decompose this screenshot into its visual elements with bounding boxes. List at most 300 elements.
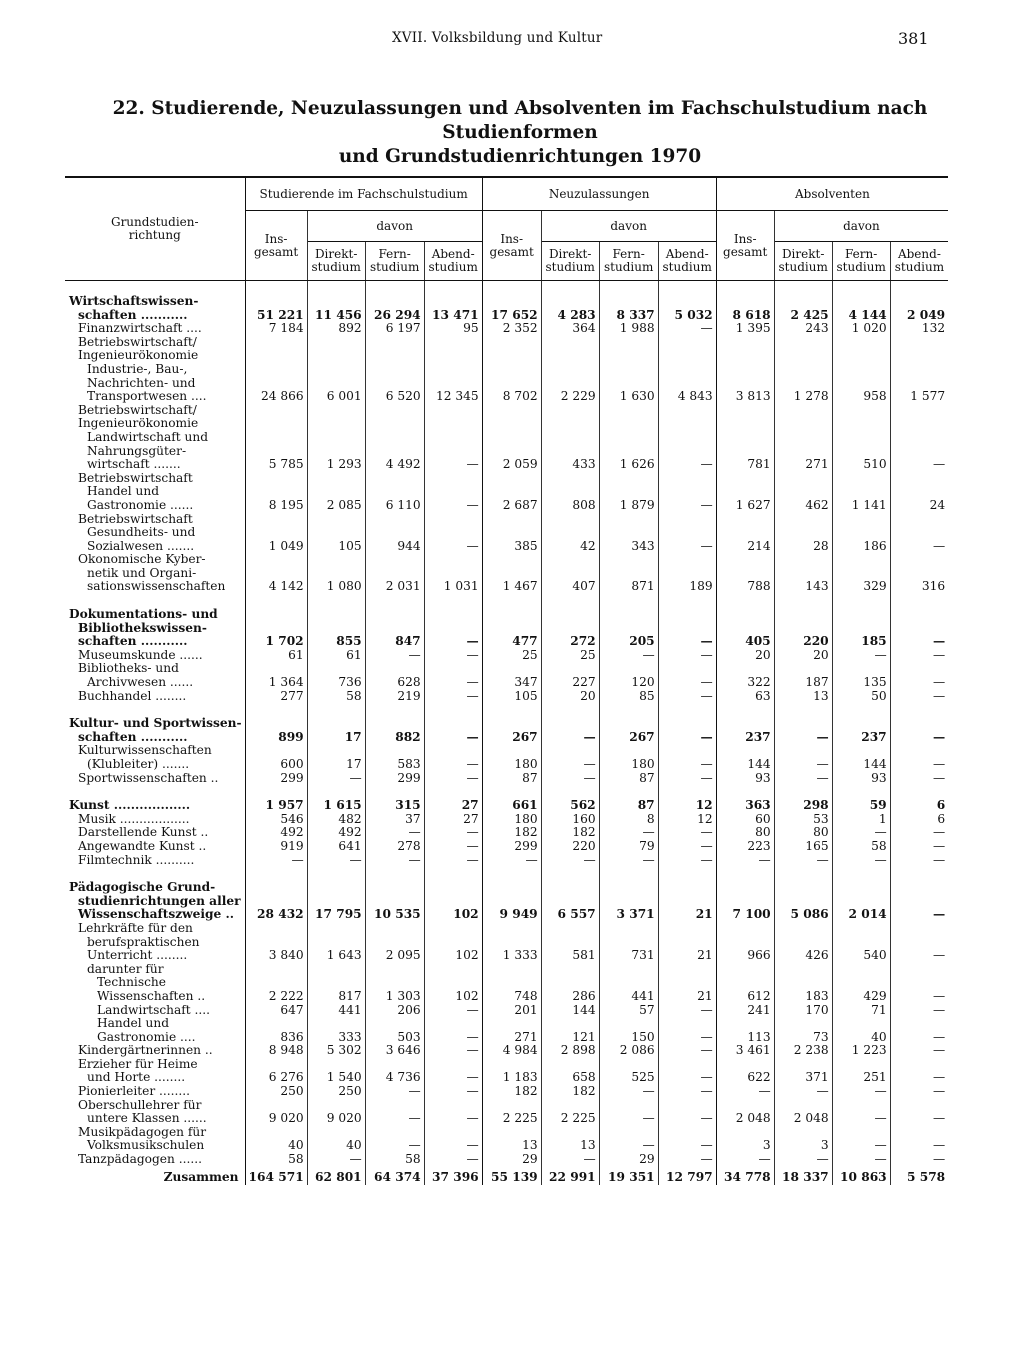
chapter-title: XVII. Volksbildung und Kultur bbox=[392, 30, 603, 46]
cell-value: 164 571 bbox=[245, 1167, 307, 1185]
cell-value bbox=[245, 895, 307, 909]
cell-value bbox=[424, 895, 482, 909]
cell-value bbox=[541, 703, 599, 717]
cell-value bbox=[599, 567, 658, 581]
cell-value: 144 bbox=[716, 758, 774, 772]
table-row bbox=[65, 1071, 948, 1085]
cell-value: 80 bbox=[774, 826, 832, 840]
cell-value: 2 059 bbox=[482, 458, 541, 472]
cell-value: — bbox=[890, 1004, 948, 1018]
cell-value: 57 bbox=[599, 1004, 658, 1018]
cell-value bbox=[245, 662, 307, 676]
cell-value bbox=[482, 622, 541, 636]
cell-value bbox=[365, 1099, 424, 1113]
row-label: Darstellende Kunst .. bbox=[78, 826, 209, 840]
table-row bbox=[65, 731, 948, 745]
row-label: schaften ........... bbox=[78, 730, 188, 744]
cell-value bbox=[245, 717, 307, 731]
cell-value bbox=[245, 963, 307, 977]
cell-value: 1 223 bbox=[832, 1044, 890, 1058]
cell-value: — bbox=[599, 1139, 658, 1153]
cell-value bbox=[599, 976, 658, 990]
cell-value: 180 bbox=[599, 758, 658, 772]
cell-value bbox=[482, 404, 541, 418]
cell-value: 492 bbox=[245, 826, 307, 840]
cell-value bbox=[716, 526, 774, 540]
cell-value bbox=[716, 567, 774, 581]
subheader-davon-1: davon bbox=[307, 211, 482, 242]
cell-value bbox=[365, 744, 424, 758]
cell-value bbox=[774, 922, 832, 936]
cell-value: 24 866 bbox=[245, 390, 307, 404]
cell-value bbox=[365, 336, 424, 350]
cell-value bbox=[541, 662, 599, 676]
cell-value: 189 bbox=[658, 580, 716, 594]
cell-value: 4 843 bbox=[658, 390, 716, 404]
cell-value bbox=[307, 976, 365, 990]
group-header-absolventen: Absolventen bbox=[716, 177, 948, 211]
cell-value bbox=[541, 513, 599, 527]
cell-value bbox=[245, 1017, 307, 1031]
cell-value bbox=[424, 349, 482, 363]
cell-value: 4 736 bbox=[365, 1071, 424, 1085]
cell-value bbox=[658, 963, 716, 977]
cell-value: — bbox=[424, 854, 482, 868]
cell-value bbox=[424, 744, 482, 758]
cell-value: 21 bbox=[658, 908, 716, 922]
cell-value: 40 bbox=[832, 1031, 890, 1045]
row-label: Archivwesen ...... bbox=[87, 676, 194, 690]
table-row bbox=[65, 580, 948, 594]
subheader-direktstudium-3: Direkt- studium bbox=[774, 242, 832, 281]
row-label: Dokumentations- und bbox=[69, 608, 218, 622]
cell-value: — bbox=[541, 1153, 599, 1167]
table-row bbox=[65, 1017, 948, 1031]
cell-value bbox=[658, 976, 716, 990]
cell-value bbox=[716, 417, 774, 431]
cell-value: 8 195 bbox=[245, 499, 307, 513]
cell-value bbox=[482, 594, 541, 608]
table-row bbox=[65, 622, 948, 636]
row-label: Nachrichten- und bbox=[87, 376, 196, 390]
cell-value: — bbox=[424, 1139, 482, 1153]
cell-value: 102 bbox=[424, 990, 482, 1004]
cell-value bbox=[307, 336, 365, 350]
cell-value bbox=[599, 785, 658, 799]
cell-value bbox=[482, 336, 541, 350]
cell-value: 25 bbox=[541, 649, 599, 663]
cell-value: — bbox=[890, 1044, 948, 1058]
row-label: Wissenschaften .. bbox=[97, 989, 206, 1003]
cell-value: 429 bbox=[832, 990, 890, 1004]
cell-value: 736 bbox=[307, 676, 365, 690]
cell-value bbox=[599, 404, 658, 418]
cell-value bbox=[832, 445, 890, 459]
cell-value: — bbox=[482, 854, 541, 868]
subheader-abendstudium-1: Abend- studium bbox=[424, 242, 482, 281]
cell-value: 298 bbox=[774, 799, 832, 813]
cell-value bbox=[365, 295, 424, 309]
cell-value bbox=[890, 1017, 948, 1031]
table-row bbox=[65, 445, 948, 459]
cell-value bbox=[541, 867, 599, 881]
cell-value bbox=[774, 417, 832, 431]
table-row bbox=[65, 363, 948, 377]
cell-value: 1 395 bbox=[716, 322, 774, 336]
cell-value bbox=[245, 867, 307, 881]
cell-value bbox=[307, 1017, 365, 1031]
cell-value bbox=[832, 622, 890, 636]
cell-value bbox=[774, 553, 832, 567]
row-label: untere Klassen ...... bbox=[87, 1112, 207, 1126]
cell-value bbox=[890, 567, 948, 581]
table-row bbox=[65, 349, 948, 363]
table-row bbox=[65, 417, 948, 431]
cell-value bbox=[365, 1126, 424, 1140]
table-row bbox=[65, 635, 948, 649]
cell-value bbox=[658, 867, 716, 881]
cell-value bbox=[424, 553, 482, 567]
cell-value bbox=[832, 1058, 890, 1072]
table-row bbox=[65, 526, 948, 540]
cell-value: — bbox=[599, 1085, 658, 1099]
cell-value: 546 bbox=[245, 813, 307, 827]
cell-value: 20 bbox=[541, 690, 599, 704]
cell-value bbox=[658, 594, 716, 608]
cell-value bbox=[890, 867, 948, 881]
table-row bbox=[65, 690, 948, 704]
cell-value bbox=[482, 1099, 541, 1113]
cell-value bbox=[716, 1099, 774, 1113]
cell-value bbox=[245, 567, 307, 581]
cell-value: 80 bbox=[716, 826, 774, 840]
cell-value bbox=[832, 594, 890, 608]
cell-value: 58 bbox=[832, 840, 890, 854]
cell-value: 3 371 bbox=[599, 908, 658, 922]
cell-value: 27 bbox=[424, 799, 482, 813]
cell-value: — bbox=[658, 499, 716, 513]
cell-value bbox=[716, 703, 774, 717]
cell-value: — bbox=[599, 826, 658, 840]
spacer-row bbox=[65, 281, 948, 296]
total-row bbox=[65, 1167, 948, 1185]
cell-value bbox=[832, 336, 890, 350]
cell-value bbox=[832, 1099, 890, 1113]
cell-value: 24 bbox=[890, 499, 948, 513]
cell-value: 3 bbox=[716, 1139, 774, 1153]
cell-value bbox=[424, 1058, 482, 1072]
cell-value: — bbox=[658, 1112, 716, 1126]
cell-value bbox=[658, 662, 716, 676]
cell-value: — bbox=[890, 1112, 948, 1126]
cell-value bbox=[774, 622, 832, 636]
row-label: (Klubleiter) ....... bbox=[87, 758, 190, 771]
cell-value: 121 bbox=[541, 1031, 599, 1045]
cell-value: — bbox=[658, 1044, 716, 1058]
cell-value: 85 bbox=[599, 690, 658, 704]
cell-value: 958 bbox=[832, 390, 890, 404]
row-label: Betriebswirtschaft/ bbox=[78, 335, 197, 349]
cell-value bbox=[716, 608, 774, 622]
cell-value bbox=[307, 594, 365, 608]
cell-value: 808 bbox=[541, 499, 599, 513]
cell-value: 1 049 bbox=[245, 540, 307, 554]
cell-value: 87 bbox=[599, 772, 658, 786]
cell-value bbox=[599, 281, 658, 296]
row-label: Sozialwesen ....... bbox=[87, 539, 195, 553]
cell-value: — bbox=[658, 758, 716, 772]
cell-value: — bbox=[658, 1153, 716, 1167]
cell-value bbox=[658, 336, 716, 350]
cell-value bbox=[482, 445, 541, 459]
cell-value: 223 bbox=[716, 840, 774, 854]
subheader-direktstudium-2: Direkt- studium bbox=[541, 242, 599, 281]
cell-value: 135 bbox=[832, 676, 890, 690]
cell-value bbox=[541, 744, 599, 758]
cell-value: 201 bbox=[482, 1004, 541, 1018]
cell-value bbox=[424, 363, 482, 377]
cell-value bbox=[307, 785, 365, 799]
cell-value: 855 bbox=[307, 635, 365, 649]
cell-value: 482 bbox=[307, 813, 365, 827]
row-label: Zusammen bbox=[163, 1170, 239, 1185]
cell-value: 5 086 bbox=[774, 908, 832, 922]
cell-value: — bbox=[365, 1112, 424, 1126]
cell-value bbox=[541, 594, 599, 608]
cell-value: — bbox=[774, 1085, 832, 1099]
cell-value bbox=[716, 594, 774, 608]
row-label: Ingenieurökonomie bbox=[78, 417, 199, 431]
row-label bbox=[65, 594, 245, 608]
cell-value bbox=[832, 472, 890, 486]
cell-value bbox=[890, 717, 948, 731]
cell-value: 7 100 bbox=[716, 908, 774, 922]
cell-value: — bbox=[774, 772, 832, 786]
cell-value bbox=[599, 1099, 658, 1113]
cell-value bbox=[245, 1126, 307, 1140]
cell-value bbox=[832, 1017, 890, 1031]
cell-value: — bbox=[658, 635, 716, 649]
cell-value bbox=[716, 336, 774, 350]
cell-value bbox=[890, 404, 948, 418]
cell-value bbox=[424, 662, 482, 676]
cell-value: — bbox=[307, 1153, 365, 1167]
cell-value bbox=[890, 744, 948, 758]
cell-value: 40 bbox=[245, 1139, 307, 1153]
cell-value bbox=[774, 336, 832, 350]
cell-value: 113 bbox=[716, 1031, 774, 1045]
subheader-insgesamt-3: Ins- gesamt bbox=[716, 211, 774, 281]
cell-value: 40 bbox=[307, 1139, 365, 1153]
page-number: 381 bbox=[898, 29, 929, 48]
cell-value: 583 bbox=[365, 758, 424, 772]
row-label: Wirtschaftswissen- bbox=[69, 295, 199, 308]
cell-value: 186 bbox=[832, 540, 890, 554]
cell-value bbox=[482, 1017, 541, 1031]
cell-value: 836 bbox=[245, 1031, 307, 1045]
cell-value bbox=[307, 445, 365, 459]
cell-value: 13 471 bbox=[424, 309, 482, 323]
cell-value bbox=[424, 867, 482, 881]
row-label: Tanzpädagogen ...... bbox=[78, 1153, 202, 1167]
table-row bbox=[65, 377, 948, 391]
table-row bbox=[65, 499, 948, 513]
cell-value bbox=[541, 567, 599, 581]
cell-value bbox=[245, 785, 307, 799]
cell-value: 183 bbox=[774, 990, 832, 1004]
cell-value bbox=[482, 662, 541, 676]
cell-value bbox=[245, 417, 307, 431]
row-label: Gastronomie .... bbox=[97, 1030, 196, 1044]
row-label: Musikpädagogen für bbox=[78, 1125, 207, 1139]
table-row bbox=[65, 458, 948, 472]
cell-value: — bbox=[890, 826, 948, 840]
cell-value bbox=[424, 976, 482, 990]
cell-value bbox=[599, 1017, 658, 1031]
cell-value: 271 bbox=[774, 458, 832, 472]
cell-value: 205 bbox=[599, 635, 658, 649]
cell-value: 2 049 bbox=[890, 309, 948, 323]
cell-value: 1 364 bbox=[245, 676, 307, 690]
cell-value bbox=[774, 895, 832, 909]
cell-value: 93 bbox=[716, 772, 774, 786]
cell-value bbox=[890, 922, 948, 936]
cell-value: — bbox=[890, 540, 948, 554]
cell-value: 267 bbox=[482, 731, 541, 745]
cell-value bbox=[307, 526, 365, 540]
cell-value: 2 086 bbox=[599, 1044, 658, 1058]
cell-value: 817 bbox=[307, 990, 365, 1004]
cell-value bbox=[774, 881, 832, 895]
cell-value bbox=[365, 485, 424, 499]
cell-value: 8 337 bbox=[599, 309, 658, 323]
cell-value bbox=[599, 662, 658, 676]
cell-value: 2 085 bbox=[307, 499, 365, 513]
cell-value: 1 020 bbox=[832, 322, 890, 336]
cell-value bbox=[599, 377, 658, 391]
cell-value: — bbox=[890, 1153, 948, 1167]
cell-value: 105 bbox=[482, 690, 541, 704]
cell-value bbox=[424, 936, 482, 950]
cell-value: 1 303 bbox=[365, 990, 424, 1004]
cell-value bbox=[716, 744, 774, 758]
cell-value: — bbox=[890, 949, 948, 963]
table-row bbox=[65, 908, 948, 922]
cell-value: — bbox=[890, 1139, 948, 1153]
cell-value bbox=[245, 744, 307, 758]
cell-value bbox=[774, 717, 832, 731]
row-label: Filmtechnik .......... bbox=[78, 853, 195, 867]
cell-value: 20 bbox=[716, 649, 774, 663]
cell-value: — bbox=[365, 826, 424, 840]
cell-value bbox=[832, 936, 890, 950]
row-label: Handel und bbox=[87, 485, 160, 499]
cell-value: 12 797 bbox=[658, 1167, 716, 1185]
statistics-table bbox=[65, 176, 948, 1185]
subheader-abendstudium-3: Abend- studium bbox=[890, 242, 948, 281]
cell-value bbox=[890, 295, 948, 309]
cell-value bbox=[541, 363, 599, 377]
row-label: Gesundheits- und bbox=[87, 526, 196, 540]
row-label: schaften ........... bbox=[78, 308, 188, 322]
cell-value bbox=[716, 281, 774, 296]
cell-value bbox=[658, 567, 716, 581]
cell-value bbox=[716, 963, 774, 977]
cell-value bbox=[716, 363, 774, 377]
cell-value: 12 345 bbox=[424, 390, 482, 404]
cell-value: — bbox=[599, 854, 658, 868]
cell-value bbox=[658, 717, 716, 731]
cell-value: — bbox=[541, 854, 599, 868]
table-row bbox=[65, 649, 948, 663]
cell-value bbox=[365, 513, 424, 527]
group-header-studierende: Studierende im Fachschulstudium bbox=[245, 177, 482, 211]
cell-value bbox=[774, 608, 832, 622]
cell-value: — bbox=[424, 1004, 482, 1018]
cell-value bbox=[716, 472, 774, 486]
cell-value bbox=[890, 526, 948, 540]
cell-value bbox=[832, 662, 890, 676]
cell-value bbox=[365, 594, 424, 608]
cell-value bbox=[658, 404, 716, 418]
cell-value bbox=[716, 1126, 774, 1140]
cell-value: 510 bbox=[832, 458, 890, 472]
cell-value: — bbox=[307, 854, 365, 868]
cell-value bbox=[424, 1099, 482, 1113]
cell-value: 628 bbox=[365, 676, 424, 690]
row-label: Betriebswirtschaft bbox=[78, 512, 193, 526]
cell-value bbox=[716, 485, 774, 499]
cell-value bbox=[365, 363, 424, 377]
cell-value: — bbox=[658, 1071, 716, 1085]
cell-value bbox=[890, 936, 948, 950]
cell-value bbox=[541, 445, 599, 459]
cell-value: — bbox=[424, 1085, 482, 1099]
cell-value bbox=[890, 662, 948, 676]
cell-value bbox=[832, 526, 890, 540]
cell-value: 2 014 bbox=[832, 908, 890, 922]
cell-value: 2 225 bbox=[541, 1112, 599, 1126]
cell-value: — bbox=[890, 772, 948, 786]
cell-value: 17 bbox=[307, 758, 365, 772]
cell-value bbox=[890, 963, 948, 977]
cell-value: 6 110 bbox=[365, 499, 424, 513]
cell-value bbox=[245, 485, 307, 499]
cell-value: 62 801 bbox=[307, 1167, 365, 1185]
cell-value bbox=[658, 622, 716, 636]
cell-value bbox=[307, 963, 365, 977]
cell-value: 647 bbox=[245, 1004, 307, 1018]
table-row bbox=[65, 295, 948, 309]
cell-value bbox=[599, 417, 658, 431]
cell-value: 20 bbox=[774, 649, 832, 663]
cell-value bbox=[716, 295, 774, 309]
cell-value: 51 221 bbox=[245, 309, 307, 323]
row-label: und Horte ........ bbox=[87, 1071, 186, 1085]
cell-value bbox=[307, 867, 365, 881]
cell-value: 277 bbox=[245, 690, 307, 704]
cell-value: — bbox=[424, 772, 482, 786]
cell-value bbox=[599, 1058, 658, 1072]
cell-value bbox=[482, 1126, 541, 1140]
cell-value: 2 238 bbox=[774, 1044, 832, 1058]
cell-value bbox=[245, 608, 307, 622]
cell-value bbox=[424, 703, 482, 717]
cell-value: 37 bbox=[365, 813, 424, 827]
cell-value bbox=[482, 1058, 541, 1072]
cell-value: — bbox=[365, 1139, 424, 1153]
cell-value bbox=[774, 377, 832, 391]
